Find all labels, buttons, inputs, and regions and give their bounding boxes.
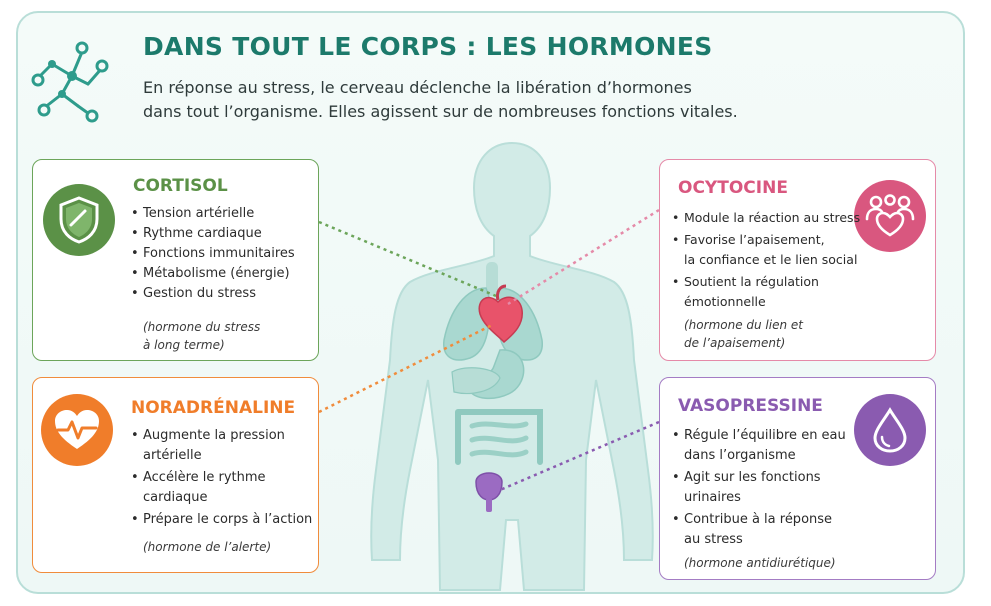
cortisol-icon-circle — [43, 184, 115, 256]
list-item: • Agit sur les fonctions urinaires — [672, 468, 846, 508]
list-item: • Tension artérielle — [131, 204, 295, 224]
list-item: • Rythme cardiaque — [131, 224, 295, 244]
ocytocine-icon-circle — [854, 180, 926, 252]
list-item: • Accélère le rythme cardiaque — [131, 468, 312, 508]
cortisol-note: (hormone du stress à long terme) — [143, 320, 261, 352]
list-item: • Prépare le corps à l’action — [131, 510, 312, 530]
ocytocine-card — [659, 159, 936, 361]
cortisol-list — [131, 204, 295, 304]
vasopressine-icon-circle — [854, 394, 926, 466]
shield-icon — [56, 195, 102, 245]
noradrenaline-card — [32, 377, 319, 573]
ocytocine-note: (hormone du lien et de l’apaisement) — [684, 318, 803, 350]
noradrenaline-note: (hormone de l’alerte) — [143, 540, 272, 554]
ocytocine-title: OCYTOCINE — [678, 178, 788, 198]
list-item: • Augmente la pression artérielle — [131, 426, 312, 466]
cortisol-title: CORTISOL — [133, 176, 228, 196]
list-item: • Contribue à la réponse au stress — [672, 510, 846, 550]
noradrenaline-title: NORADRÉNALINE — [131, 398, 296, 418]
intro-line: dans tout l’organisme. Elles agissent sur de nombreuses fonctions vitales. — [143, 102, 738, 121]
intro-line: En réponse au stress, le cerveau déclenche la libération d’hormones — [143, 78, 692, 97]
page-title: DANS TOUT LE CORPS : LES HORMONES — [143, 32, 713, 61]
water-drop-icon — [870, 406, 910, 454]
list-item: • Métabolisme (énergie) — [131, 264, 295, 284]
noradrenaline-list — [131, 426, 312, 530]
vasopressine-title: VASOPRESSINE — [678, 396, 823, 416]
list-item: • Gestion du stress — [131, 284, 295, 304]
list-item: • Module la réaction au stress — [672, 208, 860, 228]
list-item: • Soutient la régulation émotionnelle — [672, 272, 860, 312]
ocytocine-list — [672, 208, 860, 312]
family-heart-icon — [864, 193, 916, 239]
vasopressine-note: (hormone antidiurétique) — [684, 556, 836, 570]
heart-pulse-icon — [52, 407, 102, 453]
vasopressine-card — [659, 377, 936, 580]
vasopressine-list — [672, 426, 846, 550]
cortisol-card — [32, 159, 319, 361]
trachea — [486, 262, 498, 296]
noradrenaline-icon-circle — [41, 394, 113, 466]
list-item: • Favorise l’apaisement, la confiance et le lien social — [672, 230, 860, 270]
list-item: • Régule l’équilibre en eau dans l’organisme — [672, 426, 846, 466]
list-item: • Fonctions immunitaires — [131, 244, 295, 264]
